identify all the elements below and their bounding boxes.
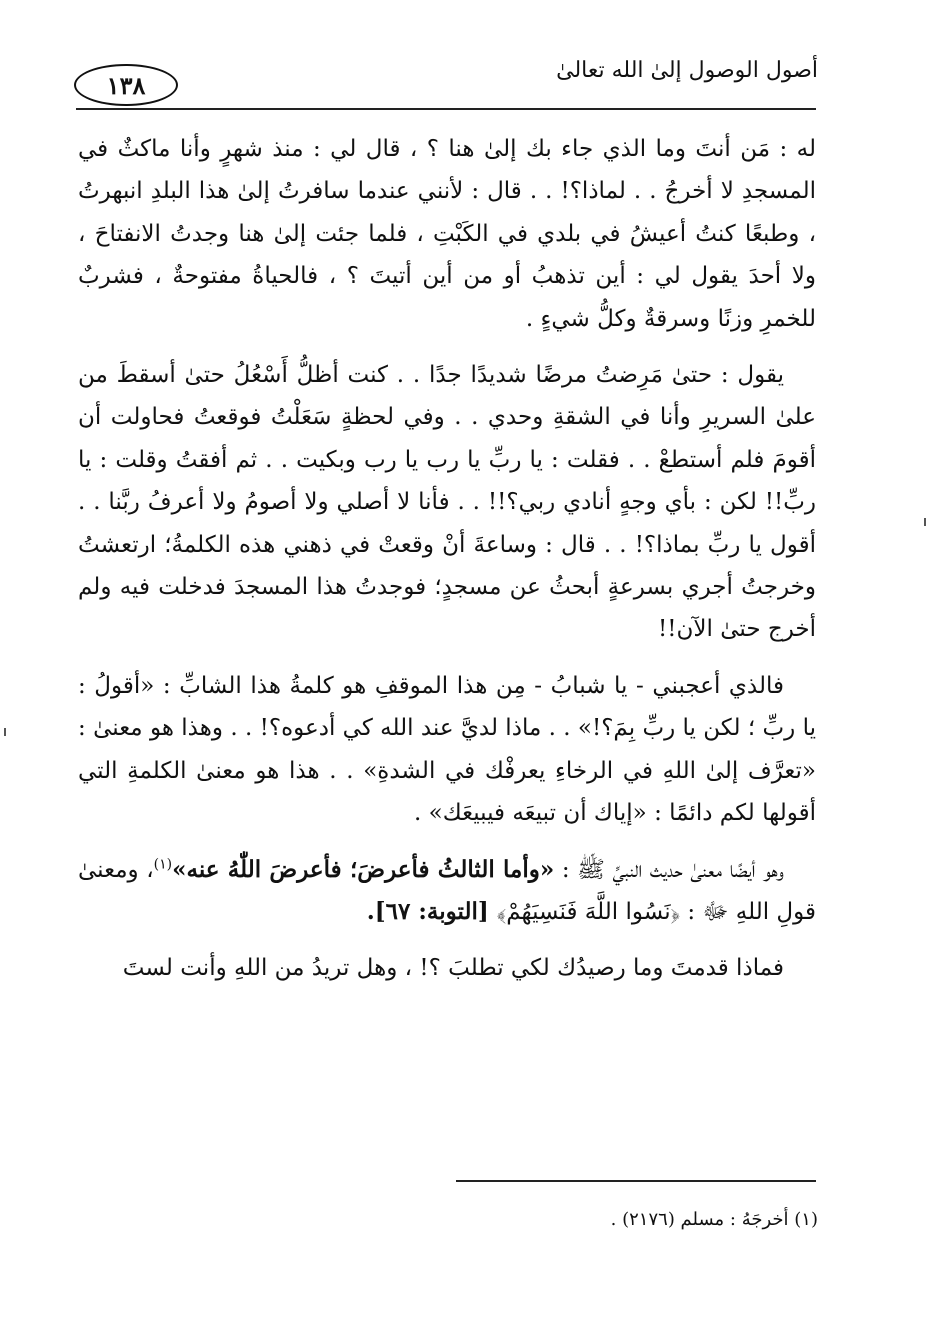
paragraph-1: له : مَن أنتَ وما الذي جاء بك إلىٰ هنا ؟ ، قال لي : منذ شهرٍ وأنا ماكثٌ في المسجدِ لا أخرجُ . . لماذا؟! . . قال : لأنني عندما سافرتُ إلىٰ هذا البلدِ انبهرتُ ، وطبعًا كنتُ أعيشُ في بلدي في الكَبْتِ ، فلما جئت إلىٰ هنا وجدتُ الانفتاحَ ، ولا أحدَ يقول لي : أين تذهبُ أو من أين أتيتَ ؟ ، فالحياةُ مفتوحةٌ ، فشربٌ للخمرِ وزنًا وسرقةٌ وكلُّ شيءٍ . [78,136,816,332]
quran-verse: ﴿نَسُوا اللَّهَ فَنَسِيَهُمْ﴾ [496,898,681,925]
paragraph-4 [78,849,816,934]
page-number: ١٣٨ [74,64,178,106]
hadith-quote: «وأما الثالثُ فأعرضَ؛ فأعرضَ اللّٰهُ عنه» [172,855,555,883]
margin-mark [924,518,926,526]
paragraph-5: فماذا قدمتَ وما رصيدُك لكي تطلبَ ؟! ، وهل تريدُ من اللهِ وأنت لستَ [122,955,784,982]
header-divider [76,108,816,110]
paragraph-4-continuation: ، ومعنىٰ قولِ اللهِ ﷻ : [78,856,816,925]
footnote: (١) أخرجَهُ : مسلم (٢١٧٦) . [610,1209,818,1230]
paragraph-2: يقول : حتىٰ مَرِضتُ مرضًا شديدًا جدًا . . كنت أظلُّ أَسْعُلُ حتىٰ أسقطَ من علىٰ السريرِ وأنا في الشقةِ وحدي . . وفي لحظةٍ سَعَلْتُ فوقعتُ فحاولت أن أقومَ فلم أستطعْ . . فقلت : يا ربِّ يا رب يا رب وبكيت . . ثم أفقتُ وقلت : يا ربِّ!! لكن : بأي وجهٍ أنادي ربي؟!! . . فأنا لا أصلي ولا أصومُ ولا أعرفُ ربَّنا . . أقول يا ربِّ بماذا؟! . . قال : وساعةَ أنْ وقعتْ في ذهني هذه الكلمةُ؛ ارتعشتُ وخرجتُ أجري بسرعةٍ أبحثُ عن مسجدٍ؛ فوجدتُ هذا المسجدَ فدخلت فيه ولم أخرج حتىٰ الآن!! [78,362,816,643]
verse-citation: [التوبة: ٦٧]. [366,897,497,925]
paragraph-3: فالذي أعجبني - يا شبابُ - مِن هذا الموقفِ هو كلمةُ هذا الشابِّ : «أقولُ : يا ربِّ ؛ لكن يا ربِّ بِمَ؟!» . . ماذا لديَّ عند الله كي أدعوه؟! . . وهذا هو معنىٰ : «تعرَّف إلىٰ اللهِ في الرخاءِ يعرفْك في الشدةِ» . . هذا هو معنىٰ الكلمةِ التي أقولها لكم دائمًا : «إياك أن تبيعَه فيبيعَك» . [78,672,816,827]
paragraph-4-intro: وهو أيضًا معنىٰ حديث النبيِّ ﷺ : [554,856,784,883]
page-header [76,50,818,110]
running-title: أصول الوصول إلىٰ الله تعالىٰ [556,58,818,83]
main-text [78,128,816,990]
footnote-divider [456,1180,816,1182]
footnote-reference: (١) [153,855,173,872]
margin-mark [4,728,6,736]
